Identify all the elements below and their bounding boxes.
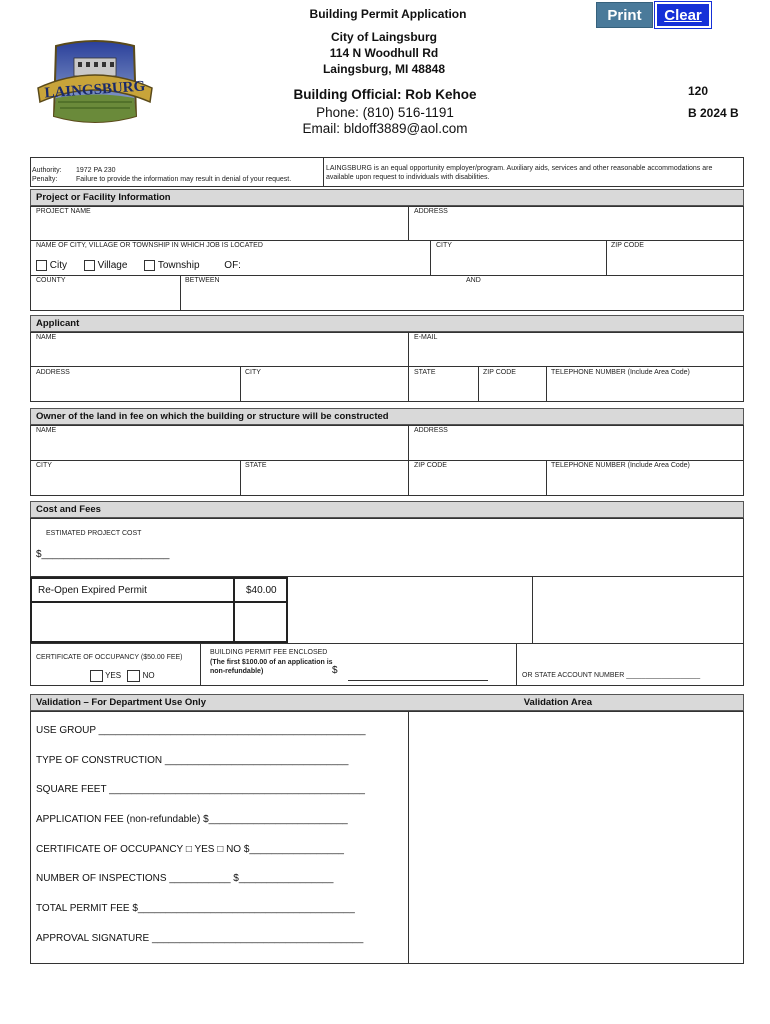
validation-heading [30, 694, 744, 711]
official-phone: Phone: (810) 516-1191 [316, 105, 454, 120]
applicant-name-label: NAME [36, 334, 57, 341]
project-zip-label: ZIP CODE [611, 242, 644, 249]
applicant-address-label: ADDRESS [36, 369, 70, 376]
owner-address-label: ADDRESS [414, 427, 448, 434]
inspections-line: NUMBER OF INSPECTIONS ___________ $_________________ [36, 873, 334, 884]
form-version: B 2024 B [688, 106, 739, 120]
and-label: AND [466, 277, 481, 284]
applicant-zip-label: ZIP CODE [483, 369, 516, 376]
applicant-name-field[interactable] [34, 345, 404, 363]
application-fee-line: APPLICATION FEE (non-refundable) $_________________________ [36, 814, 348, 825]
of-label: OF: [224, 260, 241, 272]
svg-text:LAINGSBURG: LAINGSBURG [44, 78, 146, 102]
applicant-heading: Applicant [30, 315, 744, 332]
project-city-field[interactable] [434, 253, 602, 271]
owner-zip-field[interactable] [412, 474, 542, 492]
applicant-city-label: CITY [245, 369, 261, 376]
penalty-label: Penalty: [32, 176, 58, 183]
clear-button[interactable]: Clear [655, 2, 711, 28]
owner-heading: Owner of the land in fee on which the building or structure will be constructed [30, 408, 744, 425]
square-feet-line: SQUARE FEET ______________________________________________ [36, 784, 365, 795]
owner-phone-label: TELEPHONE NUMBER (Include Area Code) [551, 462, 690, 469]
and-field[interactable] [464, 289, 740, 307]
applicant-phone-field[interactable] [550, 380, 740, 398]
print-button[interactable]: Print [596, 2, 653, 28]
jurisdiction-label: NAME OF CITY, VILLAGE OR TOWNSHIP IN WHICH JOB IS LOCATED [36, 242, 263, 249]
coo-label: CERTIFICATE OF OCCUPANCY ($50.00 FEE) [36, 654, 183, 661]
project-city-label: CITY [436, 242, 452, 249]
between-field[interactable] [184, 289, 454, 307]
estimated-cost-line: $_______________________ [36, 549, 170, 560]
approval-signature-line: APPROVAL SIGNATURE ______________________________________ [36, 933, 364, 944]
city-checkbox[interactable] [36, 260, 47, 271]
estimated-cost-label: ESTIMATED PROJECT COST [46, 530, 142, 537]
validation-divider [408, 711, 409, 964]
owner-name-label: NAME [36, 427, 57, 434]
fee-enclosed-note: (The first $100.00 of an application is non-refundable) [210, 659, 333, 675]
applicant-state-field[interactable] [412, 380, 474, 398]
official-email: Email: bldoff3889@aol.com [302, 121, 468, 136]
county-field[interactable] [34, 289, 176, 307]
state-account-field[interactable] [636, 668, 724, 680]
village-option-label: Village [97, 260, 128, 272]
owner-city-field[interactable] [34, 474, 236, 492]
owner-city-label: CITY [36, 462, 52, 469]
project-address-field[interactable] [412, 219, 740, 237]
use-group-line: USE GROUP ________________________________________________ [36, 725, 366, 736]
applicant-state-label: STATE [414, 369, 436, 376]
project-address-label: ADDRESS [414, 208, 448, 215]
owner-zip-label: ZIP CODE [414, 462, 447, 469]
applicant-phone-label: TELEPHONE NUMBER (Include Area Code) [551, 369, 690, 376]
owner-phone-field[interactable] [550, 474, 740, 492]
form-number: 120 [688, 84, 709, 98]
city-option-label: City [49, 260, 68, 272]
state-account-label: OR STATE ACCOUNT NUMBER ___________________ [522, 672, 701, 679]
city-address: 114 N Woodhull Rd [329, 46, 439, 60]
coo-yes-checkbox[interactable] [90, 670, 103, 682]
village-checkbox[interactable] [84, 260, 95, 271]
city-logo [36, 36, 154, 126]
owner-name-field[interactable] [34, 438, 404, 456]
estimated-cost-field[interactable] [44, 546, 172, 560]
form-title: Building Permit Application [309, 7, 467, 21]
project-name-field[interactable] [34, 219, 404, 237]
owner-state-field[interactable] [244, 474, 404, 492]
reopen-label: Re-Open Expired Permit [38, 585, 147, 596]
jurisdiction-options [36, 260, 241, 271]
applicant-address-field[interactable] [34, 380, 236, 398]
city-state-zip: Laingsburg, MI 48848 [322, 62, 446, 76]
validation-heading-label: Validation – For Department Use Only [36, 697, 206, 708]
jurisdiction-name-field[interactable] [240, 259, 426, 273]
applicant-zip-field[interactable] [482, 380, 542, 398]
applicant-email-field[interactable] [412, 345, 740, 363]
project-zip-field[interactable] [610, 253, 740, 271]
fee-enclosed-field[interactable] [348, 665, 488, 679]
eeo-statement: LAINGSBURG is an equal opportunity employer/program. Auxiliary aids, services and other reasonable accommodations are available upon request to individuals with disabilities. [326, 165, 713, 181]
penalty-value: Failure to provide the information may result in denial of your request. [76, 176, 292, 183]
owner-state-label: STATE [245, 462, 267, 469]
township-option-label: Township [157, 260, 200, 272]
county-label: COUNTY [36, 277, 66, 284]
fee-enclosed-label: BUILDING PERMIT FEE ENCLOSED [210, 649, 328, 656]
owner-address-field[interactable] [412, 438, 740, 456]
reopen-fee: $40.00 [246, 585, 277, 596]
project-heading: Project or Facility Information [30, 189, 744, 206]
authority-value: 1972 PA 230 [76, 167, 116, 174]
total-fee-line: TOTAL PERMIT FEE $_______________________________________ [36, 903, 355, 914]
coo-yes-label: YES [105, 671, 122, 681]
coo-validation-line: CERTIFICATE OF OCCUPANCY □ YES □ NO $_________________ [36, 844, 344, 855]
coo-options [90, 670, 155, 682]
township-checkbox[interactable] [144, 260, 155, 271]
construction-type-line: TYPE OF CONSTRUCTION _________________________________ [36, 755, 349, 766]
applicant-email-label: E-MAIL [414, 334, 438, 341]
coo-no-checkbox[interactable] [127, 670, 140, 682]
validation-area-heading: Validation Area [523, 697, 592, 708]
cost-heading: Cost and Fees [30, 501, 744, 518]
coo-no-label: NO [142, 671, 155, 681]
building-official: Building Official: Rob Kehoe [293, 87, 477, 102]
project-name-label: PROJECT NAME [36, 208, 91, 215]
validation-grid [30, 711, 744, 964]
applicant-city-field[interactable] [244, 380, 404, 398]
fee-enclosed-dollar: $ [332, 665, 338, 676]
authority-label: Authority: [32, 167, 62, 174]
between-label: BETWEEN [185, 277, 220, 284]
city-name: City of Laingsburg [331, 30, 437, 44]
